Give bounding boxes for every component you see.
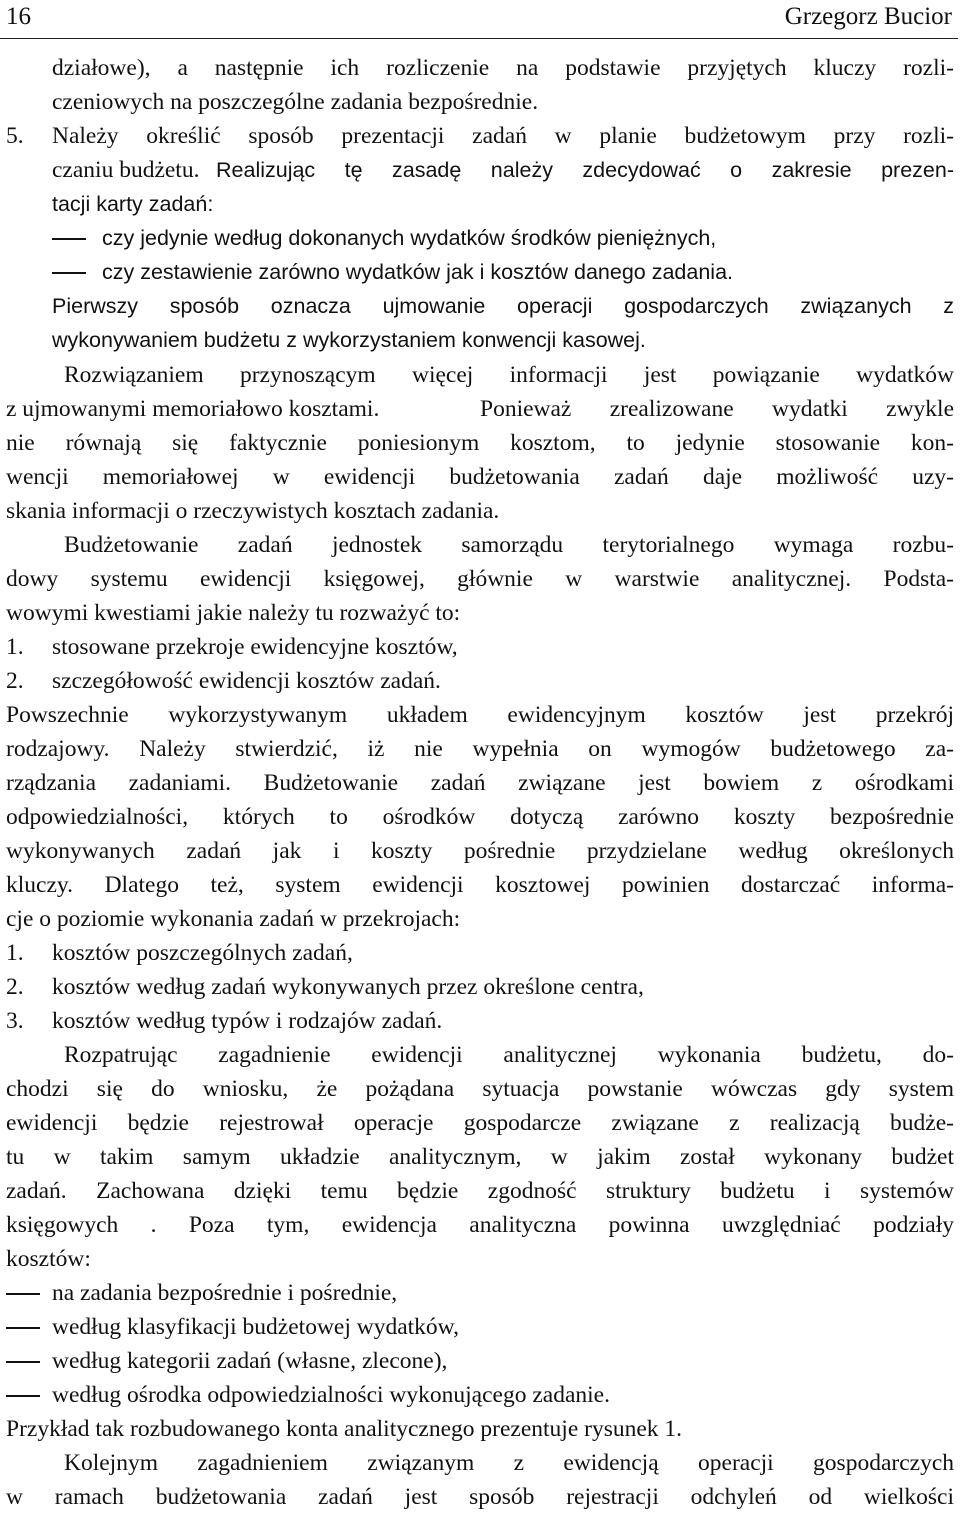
line-text: kosztów: [6,1246,91,1272]
line-text: wencji memoriałowej w ewidencji budżetowania zadań daje możliwość uzy- [6,464,954,490]
line-text: Rozwiązaniem przynoszącym więcej informacji jest powiązanie wydatków [64,362,954,388]
list-item-number: 5. [6,123,24,149]
list-item [0,630,960,664]
text-line [0,1242,960,1276]
text-line [0,800,960,834]
dash-bullet [6,1395,40,1397]
line-text: wykonywaniem budżetu z wykorzystaniem konwencji kasowej. [52,328,646,352]
list-item-number: 1. [6,940,24,966]
line-text: szczegółowość ewidencji kosztów zadań. [52,668,441,694]
running-header [0,0,958,39]
line-text: Ponieważ zrealizowane wydatki zwykle [480,396,954,422]
text-line [0,902,960,936]
text-line [0,1174,960,1208]
line-text: nie równają się faktycznie poniesionym kosztom, to jedynie stosowanie kon- [6,430,954,456]
line-text: Budżetowanie zadań jednostek samorządu terytorialnego wymaga rozbu- [64,532,954,558]
line-text: z ujmowanymi memoriałowo kosztami. [6,396,380,422]
text-line [0,528,960,562]
list-item-number: 2. [6,668,24,694]
running-header-author: Grzegorz Bucior [784,3,952,30]
line-text: tacji karty zadań: [52,192,214,216]
line-text: odpowiedzialności, których to ośrodków dotyczą zarówno koszty bezpośrednie [6,804,954,830]
list-item-number: 1. [6,634,24,660]
text-line [0,426,960,460]
line-text: kluczy. Dlatego też, system ewidencji kosztowej powinien dostarczać informa- [6,872,954,898]
line-text: tu w takim samym układzie analitycznym, w jakim został wykonany budżet [6,1144,954,1170]
dash-bullet [52,272,86,274]
text-line [0,766,960,800]
list-item [0,1004,960,1038]
text-line [0,289,960,323]
text-line [0,1106,960,1140]
line-text: kosztów poszczególnych zadań, [52,940,353,966]
line-text: Kolejnym zagadnieniem związanym z ewidencją operacji gospodarczych [64,1450,954,1476]
text-line [0,1140,960,1174]
text-line [0,494,960,528]
dash-list-item [0,255,960,289]
list-item [0,119,960,153]
line-text: skania informacji o rzeczywistych kosztach zadania. [6,498,500,524]
text-line [0,732,960,766]
list-item [0,936,960,970]
line-text: czy jedynie według dokonanych wydatków środków pieniężnych, [102,226,717,250]
dash-bullet [6,1327,40,1329]
line-text: na zadania bezpośrednie i pośrednie, [52,1280,398,1306]
dash-list-item [0,1378,960,1412]
line-text: chodzi się do wniosku, że pożądana sytuacja powstanie wówczas gdy system [6,1076,954,1102]
text-line [0,187,960,221]
line-text: Rozpatrując zagadnienie ewidencji analitycznej wykonania budżetu, do- [64,1042,954,1068]
text-line [0,51,960,85]
dash-list-item [0,1310,960,1344]
text-line [0,1072,960,1106]
page-number: 16 [6,3,31,30]
dash-bullet [52,238,86,240]
line-text: kosztów według zadań wykonywanych przez określone centra, [52,974,644,1000]
line-text: czy zestawienie zarówno wydatków jak i kosztów danego zadania. [102,260,733,284]
line-text: stosowane przekroje ewidencyjne kosztów, [52,634,458,660]
dash-bullet [6,1293,40,1295]
text-line [0,1208,960,1242]
line-text: Pierwszy sposób oznacza ujmowanie operacji gospodarczych związanych z [52,294,954,318]
line-text: według klasyfikacji budżetowej wydatków, [52,1314,460,1340]
text-line [0,562,960,596]
text-line [0,323,960,357]
line-text: Przykład tak rozbudowanego konta analitycznego prezentuje rysunek 1. [6,1416,683,1442]
line-text: rodzajowy. Należy stwierdzić, iż nie wypełnia on wymogów budżetowego za- [6,736,954,762]
line-text: w ramach budżetowania zadań jest sposób rejestracji odchyleń od wielkości [6,1484,954,1510]
line-text: wykonywanych zadań jak i koszty pośrednie przydzielane według określonych [6,838,954,864]
line-text: cje o poziomie wykonania zadań w przekrojach: [6,906,461,932]
text-line [0,596,960,630]
line-text: kosztów według typów i rodzajów zadań. [52,1008,443,1034]
line-text: zadań. Zachowana dzięki temu będzie zgodność struktury budżetu i systemów [6,1178,954,1204]
text-line [0,1412,960,1446]
text-line [0,868,960,902]
line-text: Realizując tę zasadę należy zdecydować o zakresie prezen- [216,158,954,182]
line-text: rządzania zadaniami. Budżetowanie zadań związane jest bowiem z ośrodkami [6,770,954,796]
dash-list-item [0,1276,960,1310]
dash-list-item [0,1344,960,1378]
list-item [0,970,960,1004]
line-text: Należy określić sposób prezentacji zadań w planie budżetowym przy rozli- [52,123,954,149]
list-item [0,664,960,698]
list-item-number: 3. [6,1008,24,1034]
text-line [0,358,960,392]
line-text: czaniu budżetu. [52,157,200,183]
text-line [0,85,960,119]
line-text: według ośrodka odpowiedzialności wykonującego zadanie. [52,1382,610,1408]
line-text: wowymi kwestiami jakie należy tu rozważyć to: [6,600,461,626]
text-line [0,460,960,494]
dash-bullet [6,1361,40,1363]
line-text: Powszechnie wykorzystywanym układem ewidencyjnym kosztów jest przekrój [6,702,954,728]
line-text: według kategorii zadań (własne, zlecone), [52,1348,448,1374]
text-line [0,834,960,868]
list-item-number: 2. [6,974,24,1000]
line-text: działowe), a następnie ich rozliczenie na podstawie przyjętych kluczy rozli- [52,55,954,81]
text-line [0,153,960,187]
text-line [0,698,960,732]
line-text: księgowych . Poza tym, ewidencja analityczna powinna uwzględniać podziały [6,1212,954,1238]
text-line [0,392,960,426]
text-line [0,1446,960,1480]
text-line [0,1480,960,1514]
text-line [0,1038,960,1072]
dash-list-item [0,221,960,255]
line-text: czeniowych na poszczególne zadania bezpośrednie. [52,89,539,115]
line-text: dowy systemu ewidencji księgowej, głównie w warstwie analitycznej. Podsta- [6,566,954,592]
line-text: ewidencji będzie rejestrował operacje gospodarcze związane z realizacją budże- [6,1110,954,1136]
